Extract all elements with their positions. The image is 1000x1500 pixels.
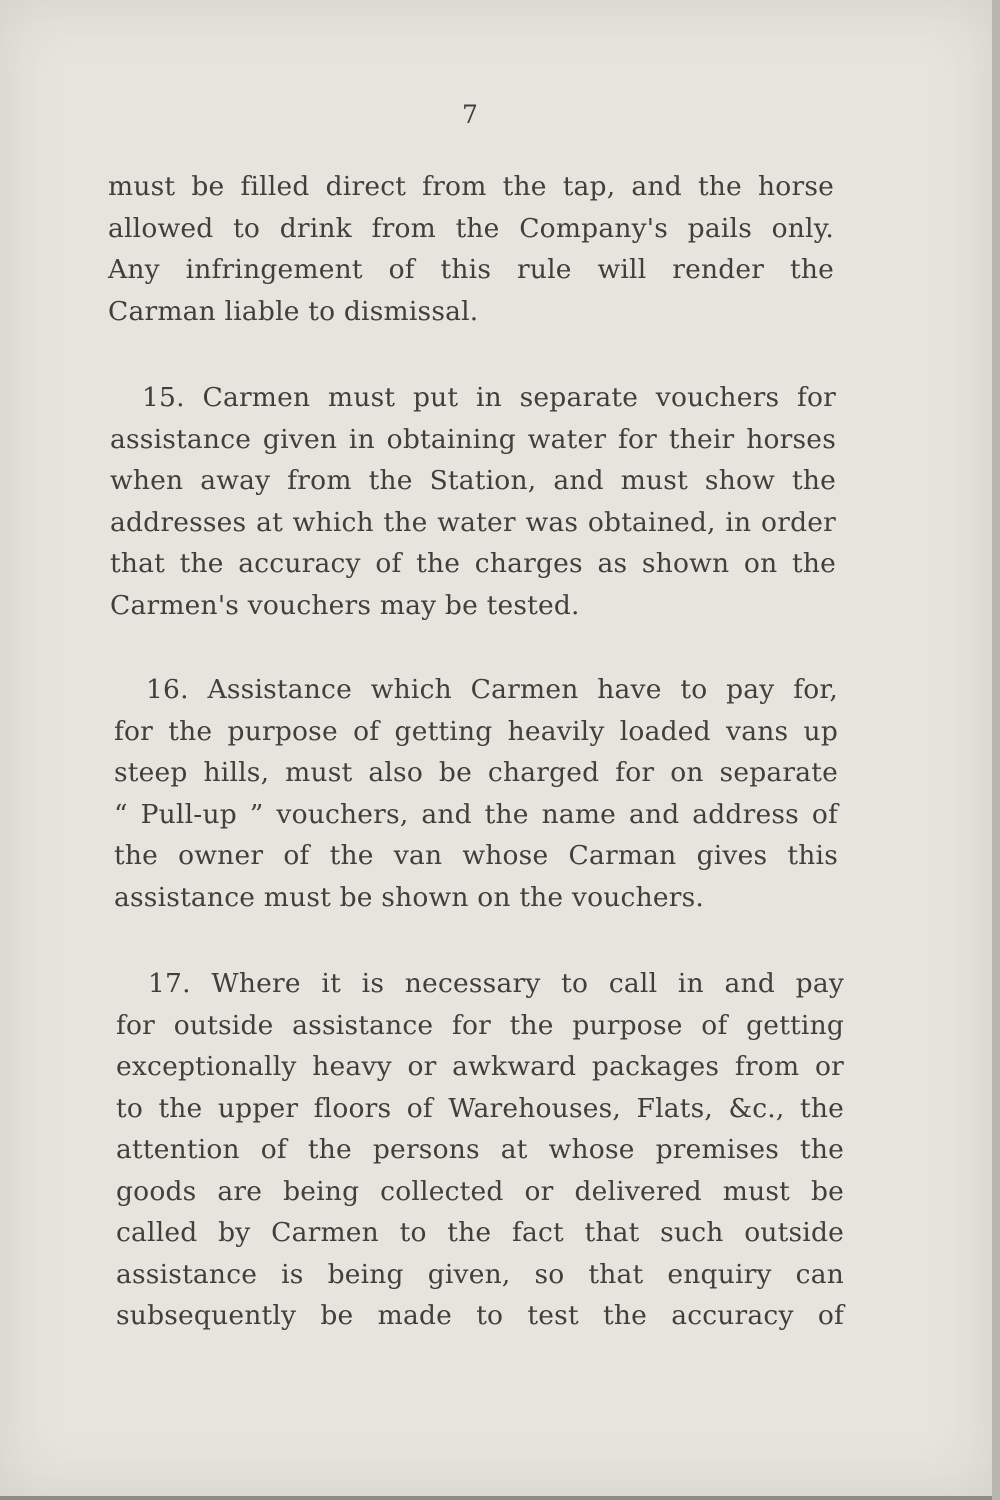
page-number: 7 [462, 100, 478, 129]
text-line: addresses at which the water was obtained, in order [110, 506, 836, 538]
rule-15-paragraph [110, 377, 836, 626]
text-line: 15. Carmen must put in separate vouchers for [142, 382, 836, 413]
text-line: for the purpose of getting heavily loaded vans up [114, 715, 838, 747]
text-line: 16. Assistance which Carmen have to pay for, [146, 674, 838, 705]
rule-17-paragraph [116, 963, 844, 1337]
text-line: assistance given in obtaining water for their horses [110, 423, 836, 455]
continuation-paragraph [108, 166, 834, 332]
text-line: Any infringement of this rule will render the [108, 254, 834, 285]
text-line: “ Pull-up ” vouchers, and the name and address of [114, 798, 838, 830]
text-line: steep hills, must also be charged for on separate [114, 757, 838, 788]
text-line: Carmen's vouchers may be tested. [110, 589, 580, 621]
rule-16-paragraph [114, 669, 838, 918]
page-edge [992, 0, 1000, 1500]
text-line: subsequently be made to test the accuracy of [116, 1300, 844, 1331]
text-line: must be filled direct from the tap, and the horse [108, 171, 834, 202]
text-line: goods are being collected or delivered must be [116, 1175, 844, 1207]
text-line: 17. Where it is necessary to call in and pay [148, 968, 844, 999]
text-line: assistance is being given, so that enquiry can [116, 1258, 844, 1290]
text-line: allowed to drink from the Company's pails only. [108, 212, 834, 244]
text-line: that the accuracy of the charges as shown on the [110, 548, 836, 579]
text-line: when away from the Station, and must show the [110, 465, 836, 496]
text-line: exceptionally heavy or awkward packages from or [116, 1051, 844, 1082]
text-line: called by Carmen to the fact that such outside [116, 1217, 844, 1248]
text-line: attention of the persons at whose premises the [116, 1134, 844, 1165]
text-line: to the upper floors of Warehouses, Flats, &c., the [116, 1092, 844, 1124]
text-line: the owner of the van whose Carman gives this [114, 840, 838, 871]
text-line: for outside assistance for the purpose of getting [116, 1009, 844, 1041]
text-line: Carman liable to dismissal. [108, 295, 479, 327]
text-line: assistance must be shown on the vouchers. [114, 881, 705, 913]
